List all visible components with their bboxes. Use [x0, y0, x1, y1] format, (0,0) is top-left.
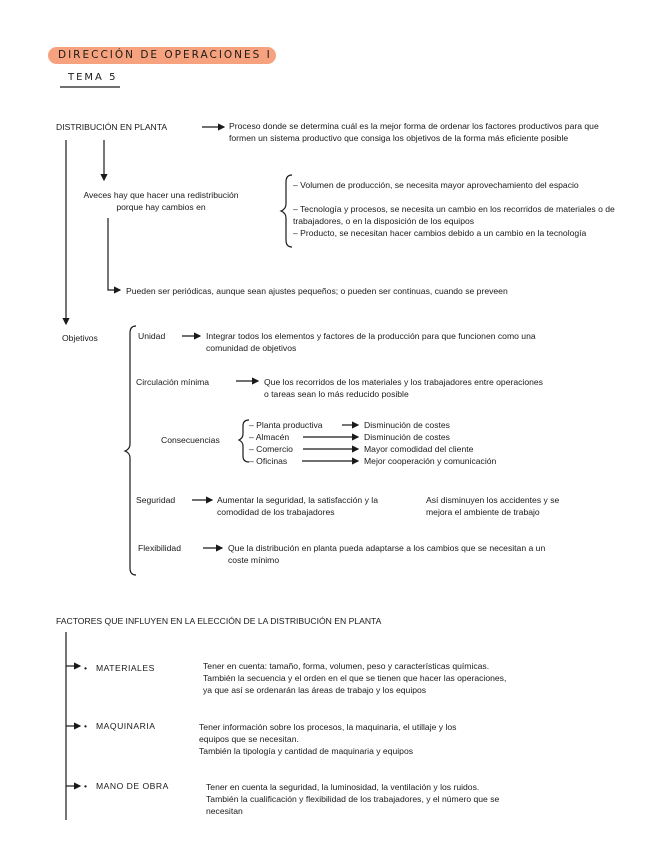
- factor-line: También la secuencia y el orden en el que se tienen que hacer las operaciones,: [203, 673, 507, 683]
- change-technology: – Tecnología y procesos, se necesita un cambio en los recorridos de materiales o de trabajadores, o en la disposición de los equipos: [293, 204, 615, 226]
- objectives-brace: [125, 326, 136, 575]
- consequence-name: – Planta productiva: [249, 420, 323, 430]
- seguridad-text: Aumentar la seguridad, la satisfacción y la comodidad de los trabajadores: [217, 495, 378, 517]
- consequence-effect: Mejor cooperación y comunicación: [364, 456, 497, 466]
- factor-line: necesitan: [206, 806, 243, 816]
- change-volume: – Volumen de producción, se necesita mayor aprovechamiento del espacio: [293, 180, 579, 190]
- redistribution-text: Aveces hay que hacer una redistribución porque hay cambios en: [83, 190, 239, 212]
- unidad-label: Unidad: [138, 331, 166, 341]
- distribution-heading: DISTRIBUCIÓN EN PLANTA: [56, 122, 168, 132]
- distribution-definition: Proceso donde se determina cuál es la mejor forma de ordenar los factores productivos para que formen un sistema productivo que consiga los objetivos de la forma más eficiente posible: [229, 121, 599, 143]
- factor-line: equipos que se necesitan.: [199, 734, 299, 744]
- objectives-label: Objetivos: [62, 333, 98, 343]
- flexibilidad-label: Flexibilidad: [138, 543, 181, 553]
- consecuencias-brace: [239, 420, 249, 462]
- unidad-text: Integrar todos los elementos y factores de la producción para que funcionen como una comunidad de objetivos: [206, 331, 536, 353]
- factor-label: MANO DE OBRA: [96, 781, 169, 791]
- factors-heading: FACTORES QUE INFLUYEN EN LA ELECCIÓN DE LA DISTRIBUCIÓN EN PLANTA: [56, 616, 382, 626]
- changes-brace: [281, 175, 292, 247]
- change-product: – Producto, se necesitan hacer cambios debido a un cambio en la tecnología: [293, 228, 587, 238]
- consequence-effect: Disminución de costes: [364, 432, 450, 442]
- flexibilidad-text: Que la distribución en planta pueda adaptarse a los cambios que se necesitan a un coste mínimo: [228, 543, 546, 565]
- consequence-name: – Comercio: [249, 444, 293, 454]
- circulacion-label: Circulación mínima: [136, 377, 210, 387]
- bullet: •: [84, 781, 88, 791]
- bullet: •: [84, 663, 88, 673]
- consequence-name: – Almacén: [249, 432, 290, 442]
- factor-line: Tener en cuenta la seguridad, la luminosidad, la ventilación y los ruidos.: [206, 782, 480, 792]
- page-title: DIRECCIÓN DE OPERACIONES I: [58, 49, 272, 61]
- factor-line: Tener en cuenta: tamaño, forma, volumen, peso y características químicas.: [203, 661, 490, 671]
- consequence-effect: Mayor comodidad del cliente: [364, 444, 474, 454]
- seguridad-note: Así disminuyen los accidentes y se mejora el ambiente de trabajo: [426, 495, 560, 517]
- factor-label: MATERIALES: [96, 663, 155, 673]
- bullet: •: [84, 721, 88, 731]
- consequence-effect: Disminución de costes: [364, 420, 450, 430]
- factor-line: ya que así se ordenarán las áreas de trabajo y los equipos: [203, 685, 427, 695]
- arrow-periodic: [108, 218, 120, 290]
- seguridad-label: Seguridad: [136, 495, 176, 505]
- factor-line: También la tipología y cantidad de maquinaria y equipos: [199, 746, 414, 756]
- factor-line: También la cualificación y flexibilidad de los trabajadores, y el número que se: [206, 794, 500, 804]
- topic-title: TEMA 5: [68, 72, 118, 83]
- periodic-text: Pueden ser periódicas, aunque sean ajustes pequeños; o pueden ser continuas, cuando se preveen: [126, 286, 508, 296]
- consecuencias-label: Consecuencias: [161, 435, 220, 445]
- factor-line: Tener información sobre los procesos, la maquinaria, el utillaje y los: [199, 722, 457, 732]
- consequence-name: – Oficinas: [249, 456, 288, 466]
- circulacion-text: Que los recorridos de los materiales y los trabajadores entre operaciones o tareas sean lo más reducido posible: [264, 377, 543, 399]
- factor-label: MAQUINARIA: [96, 721, 156, 731]
